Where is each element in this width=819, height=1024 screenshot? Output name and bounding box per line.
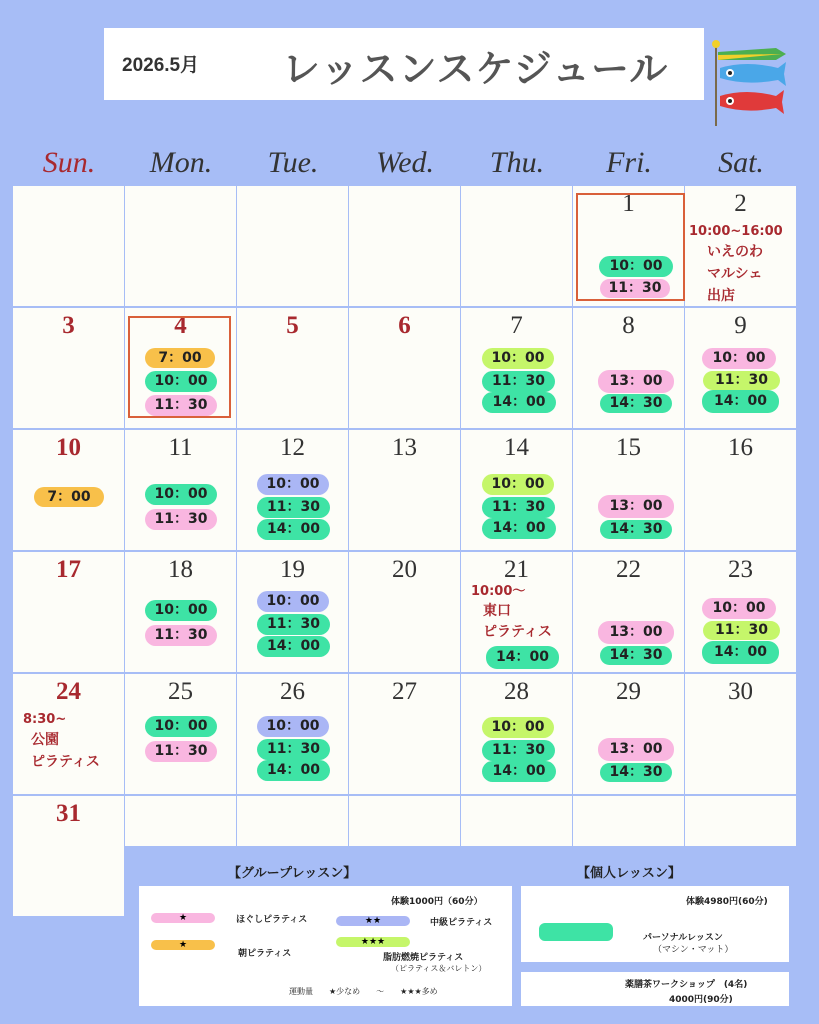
event-note: 東口 — [483, 603, 511, 619]
lesson-slot: 11：30 — [145, 625, 217, 646]
day-cell-27 — [349, 674, 460, 794]
lesson-slot: 13：00 — [598, 495, 674, 518]
day-number: 1 — [622, 190, 635, 217]
weekday-sat: Sat. — [718, 146, 764, 179]
lesson-slot: 14：00 — [257, 636, 330, 657]
weekday-wed: Wed. — [375, 146, 435, 179]
legend-swatch-orange: ★ — [151, 940, 215, 950]
weekday-mon: Mon. — [149, 146, 213, 179]
highlight-box — [128, 316, 231, 418]
day-cell-11 — [125, 430, 236, 550]
day-number: 20 — [392, 556, 417, 583]
group-trial-price: 体験1000円（60分） — [391, 897, 483, 907]
weekday-sun: Sun. — [42, 146, 96, 179]
lesson-slot: 11：30 — [600, 279, 670, 298]
day-cell-28 — [461, 674, 572, 794]
day-cell-18 — [125, 552, 236, 672]
day-cell-26 — [237, 674, 348, 794]
lesson-slot: 14：00 — [257, 519, 330, 540]
day-number: 31 — [56, 800, 81, 827]
event-note: ピラティス — [483, 624, 552, 640]
day-number: 4 — [174, 312, 187, 339]
header-banner — [104, 28, 704, 100]
lesson-slot: 14：00 — [482, 518, 556, 539]
lesson-slot: 14：00 — [482, 761, 556, 782]
day-cell-6 — [349, 308, 460, 428]
page-title: レッスンスケジュール — [282, 47, 669, 91]
legend — [132, 848, 800, 1024]
lesson-slot: 11：30 — [145, 395, 217, 416]
day-number: 19 — [280, 556, 305, 583]
legend-swatch-pink: ★ — [151, 913, 215, 923]
day-cell-24 — [13, 674, 124, 794]
lesson-slot: 7：00 — [145, 348, 215, 368]
event-note: 公園 — [31, 732, 59, 748]
day-cell-5 — [237, 308, 348, 428]
lesson-slot: 11：30 — [703, 621, 780, 640]
tea-workshop-label: 薬膳茶ワークショップ (4名) — [625, 980, 748, 990]
day-cell-9 — [685, 308, 796, 428]
lesson-slot: 10：00 — [257, 591, 329, 612]
personal-lesson-panel — [521, 886, 789, 962]
day-number: 26 — [280, 678, 305, 705]
lesson-slot: 10：00 — [599, 256, 673, 277]
lesson-slot: 14：00 — [486, 646, 559, 669]
lesson-slot: 10：00 — [482, 348, 554, 369]
day-cell-15 — [573, 430, 684, 550]
lesson-slot: 10：00 — [482, 717, 554, 738]
lesson-slot: 13：00 — [598, 370, 674, 393]
day-number: 7 — [510, 312, 523, 339]
lesson-slot: 14：30 — [600, 763, 672, 782]
day-cell-empty — [573, 796, 684, 846]
day-number: 10 — [56, 434, 81, 461]
weekday-fri: Fri. — [606, 146, 652, 179]
day-cell-empty — [349, 796, 460, 846]
lesson-slot: 10：00 — [145, 371, 217, 392]
legend-label-shibo-sub: （ピラティス＆バレトン） — [391, 964, 487, 973]
day-number: 17 — [56, 556, 81, 583]
day-cell-31 — [13, 796, 124, 916]
day-number: 24 — [56, 678, 81, 705]
day-cell-17 — [13, 552, 124, 672]
day-cell-empty — [237, 796, 348, 846]
lesson-slot: 11：30 — [482, 740, 555, 761]
lesson-slot: 10：00 — [257, 474, 329, 495]
day-cell-empty — [125, 796, 236, 846]
day-cell-22 — [573, 552, 684, 672]
day-cell-empty — [461, 186, 572, 306]
lesson-slot: 14：00 — [702, 641, 779, 664]
day-number: 13 — [392, 434, 417, 461]
group-lesson-panel — [139, 886, 512, 1006]
day-number: 22 — [616, 556, 641, 583]
day-cell-19 — [237, 552, 348, 672]
day-cell-10 — [13, 430, 124, 550]
day-number: 12 — [280, 434, 305, 461]
day-number: 5 — [286, 312, 299, 339]
lesson-slot: 11：30 — [257, 739, 330, 760]
lesson-slot: 14：30 — [600, 646, 672, 665]
day-cell-12 — [237, 430, 348, 550]
legend-swatch-mint — [539, 923, 613, 941]
event-note: 8:30~ — [23, 712, 67, 727]
day-cell-8 — [573, 308, 684, 428]
day-cell-20 — [349, 552, 460, 672]
day-number: 21 — [504, 556, 529, 583]
day-number: 2 — [734, 190, 747, 217]
day-cell-3 — [13, 308, 124, 428]
tea-workshop-price: 4000円(90分) — [669, 995, 733, 1005]
day-cell-empty — [125, 186, 236, 306]
lesson-slot: 11：30 — [482, 371, 555, 392]
day-cell-21 — [461, 552, 572, 672]
lesson-slot: 11：30 — [257, 497, 330, 518]
day-number: 30 — [728, 678, 753, 705]
day-cell-empty — [685, 796, 796, 846]
lesson-slot: 11：30 — [703, 371, 780, 390]
koinobori-icon — [706, 38, 792, 128]
lesson-slot: 14：00 — [482, 392, 556, 413]
weekday-tue: Tue. — [267, 146, 319, 179]
day-cell-empty — [13, 186, 124, 306]
lesson-slot: 10：00 — [145, 484, 217, 505]
day-cell-16 — [685, 430, 796, 550]
event-note: 10:00～ — [471, 584, 526, 599]
legend-swatch-lime: ★★★ — [336, 937, 410, 947]
lesson-slot: 14：00 — [257, 760, 330, 781]
lesson-slot: 14：30 — [600, 520, 672, 539]
lesson-slot: 11：30 — [257, 614, 330, 635]
event-note: 10:00~16:00 — [689, 224, 783, 239]
legend-label-asa: 朝ピラティス — [238, 949, 292, 959]
lesson-slot: 13：00 — [598, 621, 674, 644]
personal-lesson-title: 【個人レッスン】 — [577, 866, 681, 881]
day-number: 25 — [168, 678, 193, 705]
day-number: 27 — [392, 678, 417, 705]
day-number: 11 — [168, 434, 193, 461]
legend-label-personal: パーソナルレッスン — [643, 933, 723, 943]
lesson-slot: 13：00 — [598, 738, 674, 761]
day-number: 3 — [62, 312, 75, 339]
legend-swatch-blue: ★★ — [336, 916, 410, 926]
event-note: マルシェ — [707, 266, 763, 282]
lesson-slot: 10：00 — [257, 716, 329, 737]
legend-label-shibo: 脂肪燃焼ピラティス — [383, 953, 464, 963]
day-cell-empty — [461, 796, 572, 846]
day-number: 23 — [728, 556, 753, 583]
event-note: 出店 — [707, 288, 735, 304]
day-number: 28 — [504, 678, 529, 705]
lesson-slot: 14：00 — [702, 390, 779, 413]
legend-label-hogushi: ほぐしピラティス — [236, 915, 308, 925]
day-cell-25 — [125, 674, 236, 794]
day-cell-23 — [685, 552, 796, 672]
lesson-slot: 10：00 — [702, 598, 776, 619]
day-number: 8 — [622, 312, 635, 339]
group-lesson-title: 【グループレッスン】 — [228, 866, 357, 881]
legend-label-chukyu: 中級ピラティス — [430, 918, 493, 928]
lesson-slot: 10：00 — [702, 348, 776, 369]
day-cell-14 — [461, 430, 572, 550]
lesson-slot: 14：30 — [600, 394, 672, 413]
day-number: 6 — [398, 312, 411, 339]
event-note: いえのわ — [707, 244, 763, 260]
day-number: 29 — [616, 678, 641, 705]
weekday-thu: Thu. — [489, 146, 545, 179]
tea-workshop-panel — [521, 972, 789, 1006]
legend-label-personal-sub: （マシン・マット） — [653, 945, 734, 955]
day-cell-30 — [685, 674, 796, 794]
day-cell-empty — [237, 186, 348, 306]
day-number: 16 — [728, 434, 753, 461]
day-number: 14 — [504, 434, 529, 461]
lesson-slot: 10：00 — [482, 474, 554, 495]
day-cell-2 — [685, 186, 796, 306]
lesson-slot: 11：30 — [482, 497, 555, 518]
lesson-slot: 11：30 — [145, 509, 217, 530]
day-cell-29 — [573, 674, 684, 794]
month-label: 2026.5月 — [122, 55, 200, 76]
intensity-scale: 運動量 ★少なめ ～ ★★★多め — [289, 987, 438, 996]
day-cell-13 — [349, 430, 460, 550]
highlight-box — [576, 193, 685, 301]
lesson-slot: 10：00 — [145, 600, 217, 621]
day-number: 9 — [734, 312, 747, 339]
lesson-slot: 10：00 — [145, 716, 217, 737]
lesson-slot: 11：30 — [145, 741, 217, 762]
day-number: 15 — [616, 434, 641, 461]
day-number: 18 — [168, 556, 193, 583]
event-note: ピラティス — [31, 754, 100, 770]
day-cell-7 — [461, 308, 572, 428]
day-cell-empty — [349, 186, 460, 306]
personal-trial-price: 体験4980円(60分) — [686, 897, 768, 907]
lesson-slot: 7：00 — [34, 487, 104, 507]
